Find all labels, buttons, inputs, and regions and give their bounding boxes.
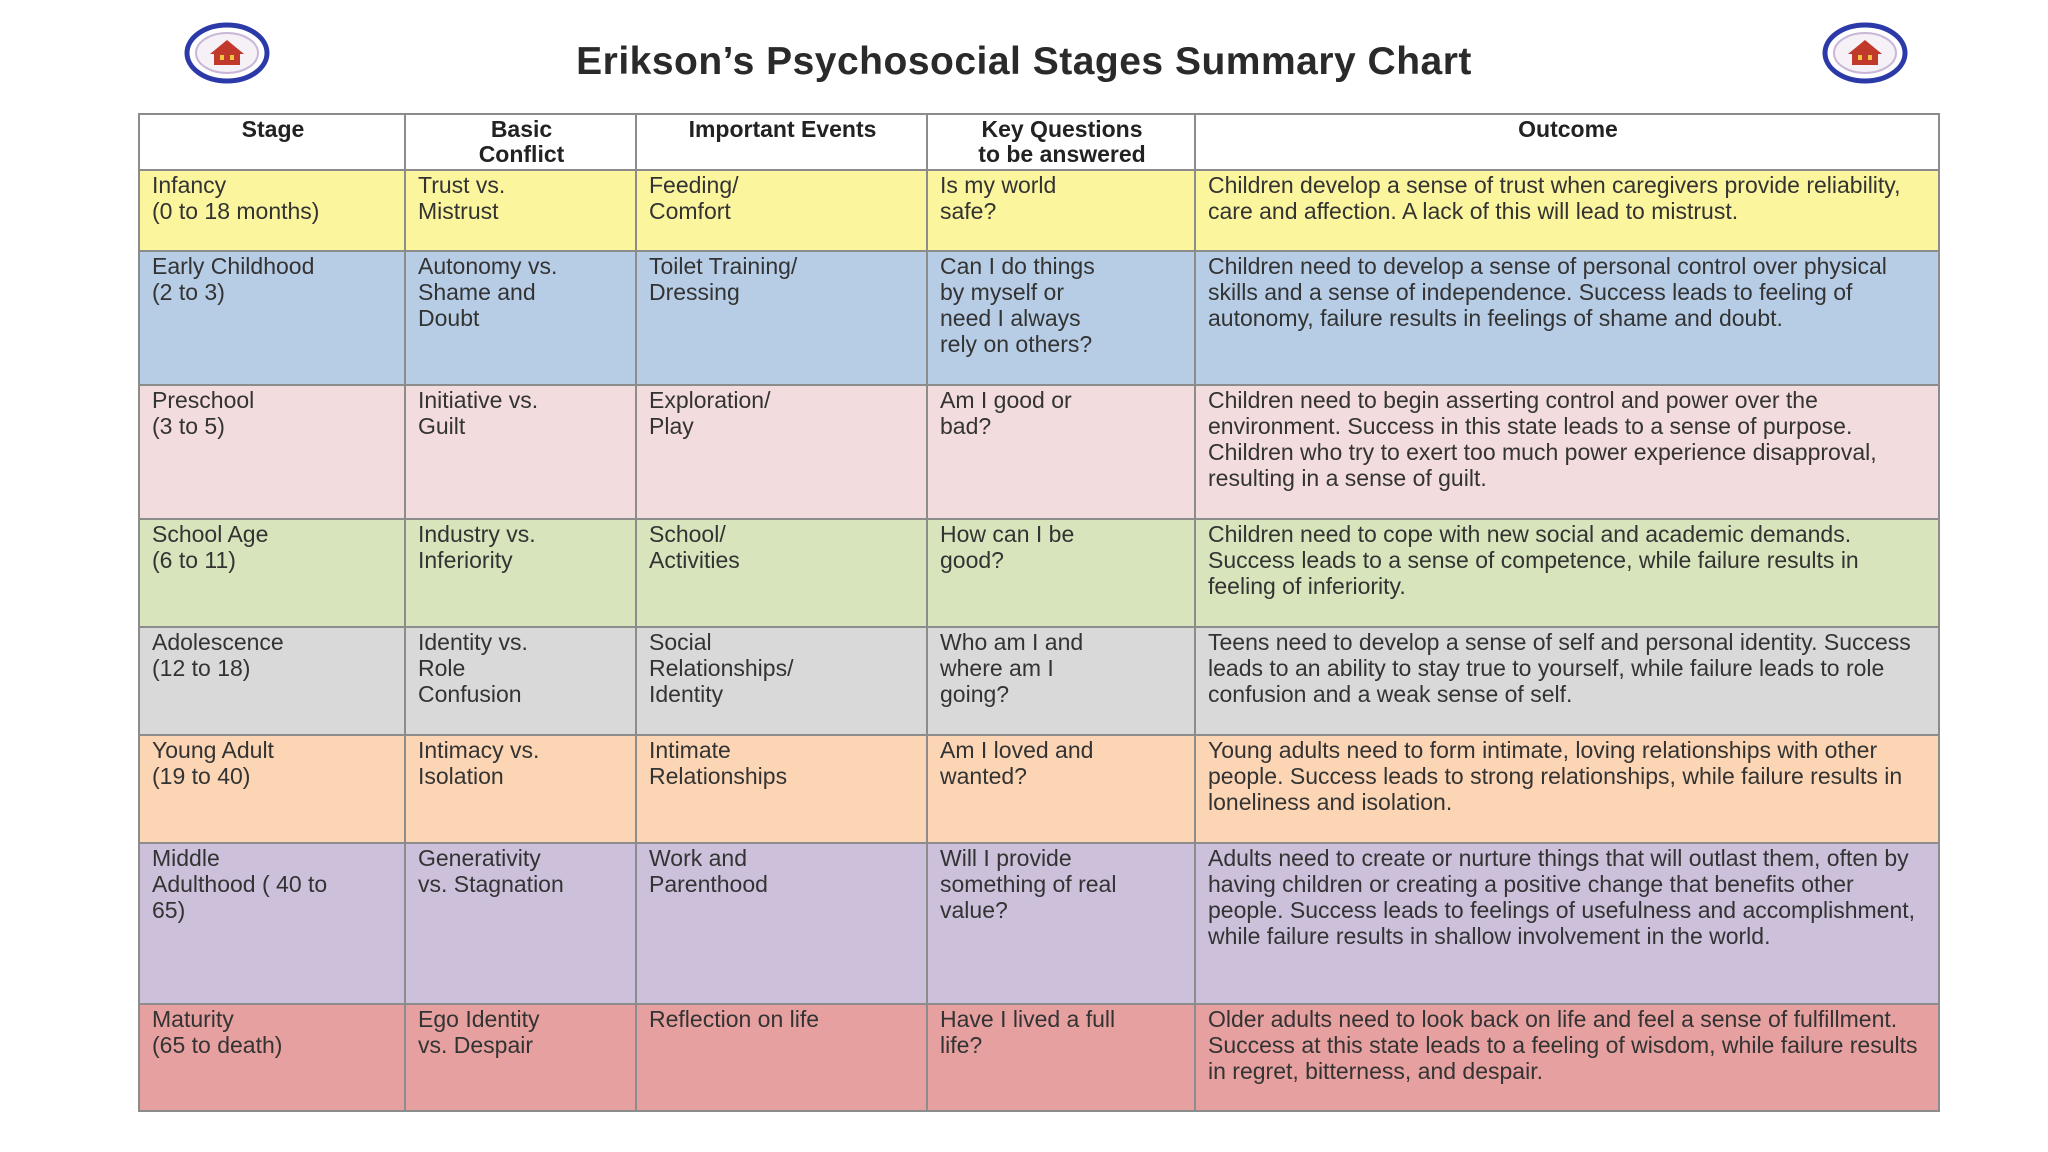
header-basic-conflict: Basic Conflict bbox=[405, 114, 636, 170]
outcome-cell: Young adults need to form intimate, loving relationships with other people. Success leads to strong relationships, while failure results in loneliness and isolation. bbox=[1195, 735, 1939, 843]
events-cell: Reflection on life bbox=[636, 1004, 927, 1111]
events-cell: Toilet Training/ Dressing bbox=[636, 251, 927, 385]
stage-cell: Preschool (3 to 5) bbox=[139, 385, 405, 519]
outcome-cell: Older adults need to look back on life and feel a sense of fulfillment. Success at this state leads to a feeling of wisdom, while failure results in regret, bitterness, and despair. bbox=[1195, 1004, 1939, 1111]
conflict-cell: Industry vs. Inferiority bbox=[405, 519, 636, 627]
conflict-cell: Generativity vs. Stagnation bbox=[405, 843, 636, 1004]
question-cell: Am I good or bad? bbox=[927, 385, 1195, 519]
events-cell: Work and Parenthood bbox=[636, 843, 927, 1004]
table-row bbox=[139, 627, 1939, 735]
outcome-cell: Adults need to create or nurture things that will outlast them, often by having children or creating a positive change that benefits other people. Success leads to feelings of usefulness and accomplishment, while failure results in shallow involvement in the world. bbox=[1195, 843, 1939, 1004]
events-cell: Intimate Relationships bbox=[636, 735, 927, 843]
header-important-events: Important Events bbox=[636, 114, 927, 170]
table-row bbox=[139, 1004, 1939, 1111]
outcome-cell: Teens need to develop a sense of self and personal identity. Success leads to an ability to stay true to yourself, while failure leads to role confusion and a weak sense of self. bbox=[1195, 627, 1939, 735]
stage-cell: Infancy (0 to 18 months) bbox=[139, 170, 405, 251]
stage-cell: Adolescence (12 to 18) bbox=[139, 627, 405, 735]
header-stage: Stage bbox=[139, 114, 405, 170]
question-cell: Who am I and where am I going? bbox=[927, 627, 1195, 735]
stage-cell: School Age (6 to 11) bbox=[139, 519, 405, 627]
conflict-cell: Ego Identity vs. Despair bbox=[405, 1004, 636, 1111]
conflict-cell: Intimacy vs. Isolation bbox=[405, 735, 636, 843]
stage-cell: Young Adult (19 to 40) bbox=[139, 735, 405, 843]
question-cell: Have I lived a full life? bbox=[927, 1004, 1195, 1111]
events-cell: Feeding/ Comfort bbox=[636, 170, 927, 251]
stages-table bbox=[138, 113, 1940, 1112]
question-cell: Is my world safe? bbox=[927, 170, 1195, 251]
table-row bbox=[139, 519, 1939, 627]
table-row bbox=[139, 843, 1939, 1004]
question-cell: How can I be good? bbox=[927, 519, 1195, 627]
header-outcome: Outcome bbox=[1195, 114, 1939, 170]
conflict-cell: Trust vs. Mistrust bbox=[405, 170, 636, 251]
stage-cell: Middle Adulthood ( 40 to 65) bbox=[139, 843, 405, 1004]
stage-cell: Maturity (65 to death) bbox=[139, 1004, 405, 1111]
stage-cell: Early Childhood (2 to 3) bbox=[139, 251, 405, 385]
outcome-cell: Children need to cope with new social and academic demands. Success leads to a sense of competence, while failure results in feeling of inferiority. bbox=[1195, 519, 1939, 627]
table-row bbox=[139, 170, 1939, 251]
header-row bbox=[139, 114, 1939, 170]
page-title: Erikson’s Psychosocial Stages Summary Chart bbox=[576, 40, 1472, 83]
header-key-questions: Key Questions to be answered bbox=[927, 114, 1195, 170]
conflict-cell: Identity vs. Role Confusion bbox=[405, 627, 636, 735]
outcome-cell: Children need to develop a sense of personal control over physical skills and a sense of independence. Success leads to feeling of autonomy, failure results in feelings of shame and doubt. bbox=[1195, 251, 1939, 385]
conflict-cell: Autonomy vs. Shame and Doubt bbox=[405, 251, 636, 385]
events-cell: Social Relationships/ Identity bbox=[636, 627, 927, 735]
question-cell: Will I provide something of real value? bbox=[927, 843, 1195, 1004]
table-row bbox=[139, 251, 1939, 385]
conflict-cell: Initiative vs. Guilt bbox=[405, 385, 636, 519]
outcome-cell: Children need to begin asserting control and power over the environment. Success in this state leads to a sense of purpose. Children who try to exert too much power experience disapproval, resulting in a sense of guilt. bbox=[1195, 385, 1939, 519]
question-cell: Can I do things by myself or need I always rely on others? bbox=[927, 251, 1195, 385]
question-cell: Am I loved and wanted? bbox=[927, 735, 1195, 843]
table-row bbox=[139, 385, 1939, 519]
events-cell: School/ Activities bbox=[636, 519, 927, 627]
outcome-cell: Children develop a sense of trust when caregivers provide reliability, care and affection. A lack of this will lead to mistrust. bbox=[1195, 170, 1939, 251]
events-cell: Exploration/ Play bbox=[636, 385, 927, 519]
table-row bbox=[139, 735, 1939, 843]
